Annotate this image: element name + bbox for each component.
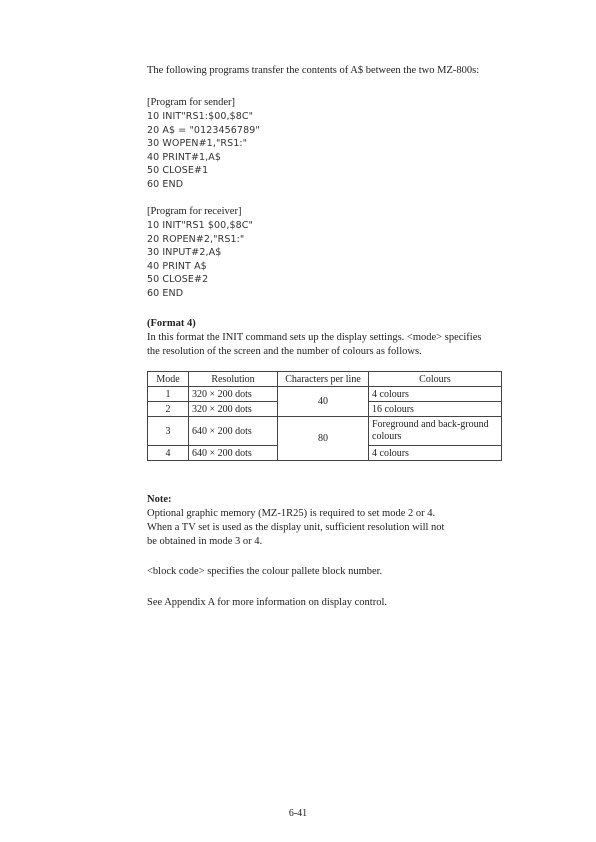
- code-line: 30 WOPEN#1,"RS1:": [147, 138, 248, 150]
- cell-colours: Foreground and back-ground colours: [369, 417, 502, 446]
- paragraph-line: When a TV set is used as the display unit, sufficient resolution will not: [147, 522, 445, 533]
- cell-characters-group-1: 40: [278, 387, 369, 417]
- paragraph-line: the resolution of the screen and the number of colours as follows.: [147, 346, 422, 357]
- cell-resolution: 640 × 200 dots: [189, 446, 278, 461]
- code-line: 10 INIT"RS1:$00,$8C": [147, 111, 254, 122]
- cell-mode: 1: [148, 387, 189, 402]
- cell-resolution: 320 × 200 dots: [189, 387, 278, 402]
- intro-text: The following programs transfer the contents of A$ between the two MZ-800s:: [147, 65, 480, 76]
- paragraph-line: In this format the INIT command sets up the display settings. <mode> specifies: [147, 332, 482, 343]
- format-paragraph: [147, 331, 481, 359]
- table-row: [148, 417, 502, 446]
- code-line: 20 ROPEN#2,"RS1:": [147, 233, 245, 245]
- paragraph-line: Optional graphic memory (MZ-1R25) is required to set mode 2 or 4.: [147, 508, 436, 519]
- code-line: 20 A$ = "0123456789": [147, 124, 260, 136]
- cell-colours: 4 colours: [369, 446, 502, 461]
- mode-table: [147, 371, 502, 461]
- appendix-text: See Appendix A for more information on display control.: [147, 597, 388, 608]
- cell-resolution: 320 × 200 dots: [189, 402, 278, 417]
- cell-colours: 4 colours: [369, 387, 502, 402]
- block-code-text: <block code> specifies the colour pallete block number.: [147, 566, 383, 577]
- paragraph-line: be obtained in mode 3 or 4.: [147, 536, 263, 547]
- table-header-row: [148, 372, 502, 387]
- cell-resolution: 640 × 200 dots: [189, 417, 278, 446]
- code-line: 60 END: [147, 178, 184, 190]
- header-mode: Mode: [148, 372, 189, 387]
- page-number: 6-41: [288, 808, 308, 819]
- cell-colours: 16 colours: [369, 402, 502, 417]
- table-row: [148, 387, 502, 402]
- code-line: 50 CLOSE#1: [147, 165, 209, 177]
- cell-mode: 2: [148, 402, 189, 417]
- header-characters-per-line: Characters per line: [278, 372, 369, 387]
- note-heading: Note:: [147, 494, 172, 505]
- cell-characters-group-2: 80: [278, 417, 369, 461]
- sender-heading: [Program for sender]: [147, 97, 236, 108]
- cell-mode: 4: [148, 446, 189, 461]
- code-line: 60 END: [147, 287, 184, 299]
- code-line: 40 PRINT#1,A$: [147, 151, 222, 163]
- cell-mode: 3: [148, 417, 189, 446]
- receiver-heading: [Program for receiver]: [147, 206, 242, 217]
- code-line: 50 CLOSE#2: [147, 274, 209, 286]
- receiver-code-block: [147, 219, 253, 301]
- code-line: 10 INIT"RS1 $00,$8C": [147, 220, 253, 231]
- code-line: 40 PRINT A$: [147, 260, 207, 272]
- header-colours: Colours: [369, 372, 502, 387]
- sender-code-block: [147, 110, 260, 192]
- note-paragraph: [147, 507, 444, 549]
- header-resolution: Resolution: [189, 372, 278, 387]
- format-heading: (Format 4): [147, 318, 196, 329]
- code-line: 30 INPUT#2,A$: [147, 247, 222, 259]
